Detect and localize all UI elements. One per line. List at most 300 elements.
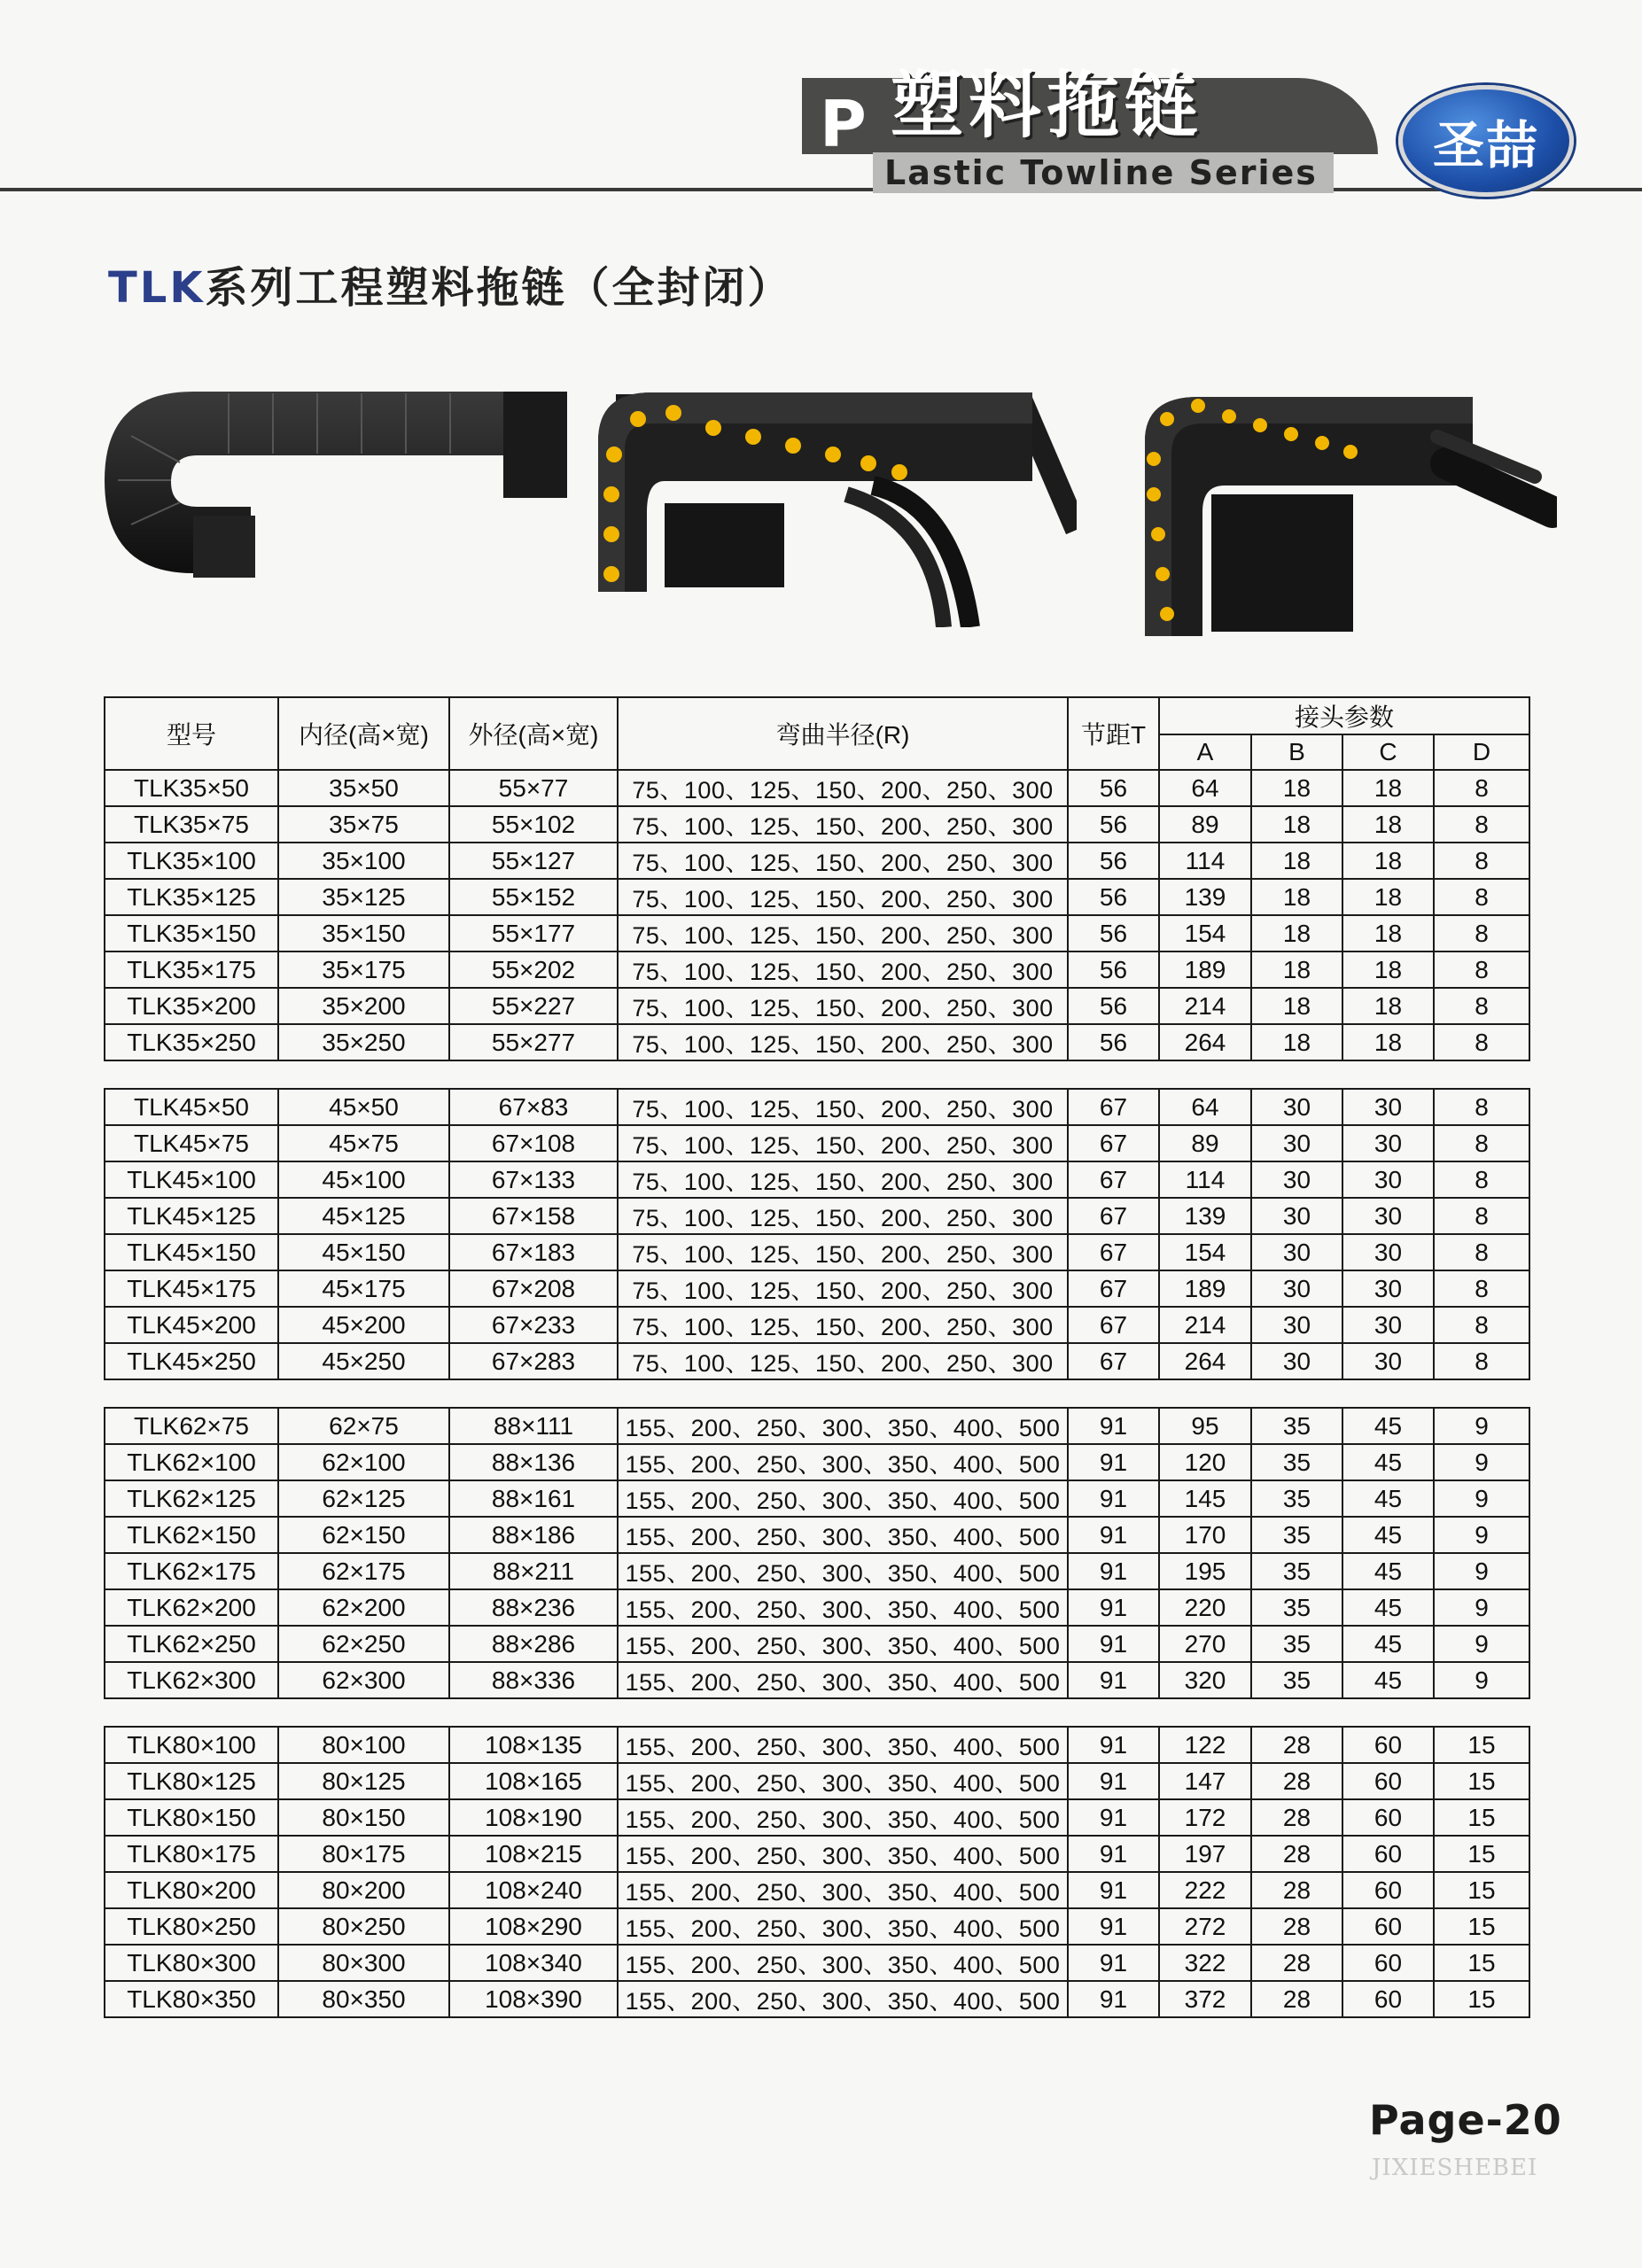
cell-outer: 55×77 bbox=[449, 770, 618, 806]
cell-inner: 35×175 bbox=[278, 951, 449, 988]
table-row bbox=[105, 1343, 1529, 1379]
cell-a: 220 bbox=[1159, 1589, 1251, 1626]
cell-pitch: 56 bbox=[1068, 770, 1159, 806]
table-row bbox=[105, 1517, 1529, 1553]
cell-b: 18 bbox=[1251, 879, 1342, 915]
cell-a: 154 bbox=[1159, 915, 1251, 951]
cell-inner: 80×200 bbox=[278, 1872, 449, 1908]
cell-c: 60 bbox=[1342, 1799, 1434, 1836]
cell-pitch: 91 bbox=[1068, 1908, 1159, 1945]
cell-a: 189 bbox=[1159, 1270, 1251, 1307]
cell-a: 195 bbox=[1159, 1553, 1251, 1589]
cell-model: TLK62×300 bbox=[105, 1662, 278, 1698]
cell-b: 30 bbox=[1251, 1307, 1342, 1343]
cell-model: TLK80×175 bbox=[105, 1836, 278, 1872]
cell-outer: 88×161 bbox=[449, 1480, 618, 1517]
cell-d: 8 bbox=[1434, 1270, 1529, 1307]
cell-b: 30 bbox=[1251, 1234, 1342, 1270]
cell-radius: 75、100、125、150、200、250、300 bbox=[618, 1125, 1068, 1161]
cell-c: 60 bbox=[1342, 1727, 1434, 1763]
cell-d: 8 bbox=[1434, 843, 1529, 879]
cell-a: 139 bbox=[1159, 879, 1251, 915]
cell-c: 18 bbox=[1342, 806, 1434, 843]
cell-inner: 45×100 bbox=[278, 1161, 449, 1198]
cell-a: 89 bbox=[1159, 806, 1251, 843]
cell-pitch: 91 bbox=[1068, 1517, 1159, 1553]
cell-model: TLK45×150 bbox=[105, 1234, 278, 1270]
cell-inner: 62×250 bbox=[278, 1626, 449, 1662]
cell-radius: 155、200、250、300、350、400、500 bbox=[618, 1480, 1068, 1517]
cell-a: 114 bbox=[1159, 843, 1251, 879]
cell-outer: 67×233 bbox=[449, 1307, 618, 1343]
group-spacer bbox=[105, 1698, 1529, 1727]
cell-c: 60 bbox=[1342, 1872, 1434, 1908]
cell-radius: 155、200、250、300、350、400、500 bbox=[618, 1727, 1068, 1763]
cell-d: 15 bbox=[1434, 1981, 1529, 2017]
cell-model: TLK62×150 bbox=[105, 1517, 278, 1553]
table-row bbox=[105, 1307, 1529, 1343]
cell-a: 120 bbox=[1159, 1444, 1251, 1480]
cell-c: 45 bbox=[1342, 1408, 1434, 1444]
cell-model: TLK80×150 bbox=[105, 1799, 278, 1836]
cell-outer: 67×208 bbox=[449, 1270, 618, 1307]
cell-a: 264 bbox=[1159, 1343, 1251, 1379]
cell-a: 272 bbox=[1159, 1908, 1251, 1945]
cell-b: 28 bbox=[1251, 1908, 1342, 1945]
cell-a: 189 bbox=[1159, 951, 1251, 988]
cell-b: 18 bbox=[1251, 770, 1342, 806]
cell-outer: 88×236 bbox=[449, 1589, 618, 1626]
cell-pitch: 67 bbox=[1068, 1161, 1159, 1198]
cell-outer: 88×286 bbox=[449, 1626, 618, 1662]
cell-model: TLK45×175 bbox=[105, 1270, 278, 1307]
cell-b: 35 bbox=[1251, 1626, 1342, 1662]
cell-pitch: 91 bbox=[1068, 1872, 1159, 1908]
cell-c: 18 bbox=[1342, 915, 1434, 951]
cell-radius: 75、100、125、150、200、250、300 bbox=[618, 1343, 1068, 1379]
cell-d: 9 bbox=[1434, 1517, 1529, 1553]
cell-radius: 75、100、125、150、200、250、300 bbox=[618, 879, 1068, 915]
cell-model: TLK80×300 bbox=[105, 1945, 278, 1981]
table-row bbox=[105, 988, 1529, 1024]
cell-d: 15 bbox=[1434, 1727, 1529, 1763]
cell-inner: 35×75 bbox=[278, 806, 449, 843]
cell-a: 320 bbox=[1159, 1662, 1251, 1698]
cell-model: TLK62×100 bbox=[105, 1444, 278, 1480]
table-row bbox=[105, 1553, 1529, 1589]
cell-model: TLK45×125 bbox=[105, 1198, 278, 1234]
cell-radius: 75、100、125、150、200、250、300 bbox=[618, 1234, 1068, 1270]
cell-pitch: 91 bbox=[1068, 1589, 1159, 1626]
cell-a: 145 bbox=[1159, 1480, 1251, 1517]
cell-inner: 62×200 bbox=[278, 1589, 449, 1626]
cell-a: 372 bbox=[1159, 1981, 1251, 2017]
cell-outer: 88×211 bbox=[449, 1553, 618, 1589]
cell-model: TLK35×50 bbox=[105, 770, 278, 806]
group-spacer-cell bbox=[105, 1698, 1529, 1727]
cell-a: 64 bbox=[1159, 1089, 1251, 1125]
cell-radius: 155、200、250、300、350、400、500 bbox=[618, 1662, 1068, 1698]
cell-pitch: 67 bbox=[1068, 1125, 1159, 1161]
cell-radius: 75、100、125、150、200、250、300 bbox=[618, 951, 1068, 988]
cell-a: 154 bbox=[1159, 1234, 1251, 1270]
cell-outer: 88×136 bbox=[449, 1444, 618, 1480]
cell-radius: 75、100、125、150、200、250、300 bbox=[618, 1307, 1068, 1343]
cell-d: 8 bbox=[1434, 879, 1529, 915]
table-row bbox=[105, 1444, 1529, 1480]
cell-radius: 155、200、250、300、350、400、500 bbox=[618, 1444, 1068, 1480]
cell-radius: 155、200、250、300、350、400、500 bbox=[618, 1589, 1068, 1626]
cell-c: 18 bbox=[1342, 951, 1434, 988]
cell-pitch: 91 bbox=[1068, 1408, 1159, 1444]
cell-d: 15 bbox=[1434, 1945, 1529, 1981]
cell-inner: 80×250 bbox=[278, 1908, 449, 1945]
cell-pitch: 67 bbox=[1068, 1270, 1159, 1307]
page-number: Page-20 bbox=[1369, 2096, 1562, 2144]
cell-model: TLK62×250 bbox=[105, 1626, 278, 1662]
group-spacer bbox=[105, 1379, 1529, 1408]
table-row bbox=[105, 1872, 1529, 1908]
cell-radius: 75、100、125、150、200、250、300 bbox=[618, 1089, 1068, 1125]
cell-b: 28 bbox=[1251, 1945, 1342, 1981]
cell-radius: 75、100、125、150、200、250、300 bbox=[618, 1270, 1068, 1307]
cell-outer: 88×336 bbox=[449, 1662, 618, 1698]
cell-radius: 75、100、125、150、200、250、300 bbox=[618, 770, 1068, 806]
cell-pitch: 67 bbox=[1068, 1089, 1159, 1125]
cell-outer: 67×83 bbox=[449, 1089, 618, 1125]
table-row bbox=[105, 1234, 1529, 1270]
header-bend-radius: 弯曲半径(R) bbox=[618, 697, 1068, 770]
table-row bbox=[105, 1198, 1529, 1234]
cell-c: 18 bbox=[1342, 770, 1434, 806]
cell-b: 35 bbox=[1251, 1662, 1342, 1698]
cell-radius: 75、100、125、150、200、250、300 bbox=[618, 1198, 1068, 1234]
cell-outer: 108×215 bbox=[449, 1836, 618, 1872]
cell-outer: 55×277 bbox=[449, 1024, 618, 1060]
header-inner-size: 内径(高×宽) bbox=[278, 697, 449, 770]
cell-inner: 45×75 bbox=[278, 1125, 449, 1161]
banner-title: 塑料拖链 bbox=[891, 64, 1203, 148]
cell-b: 30 bbox=[1251, 1125, 1342, 1161]
cell-b: 30 bbox=[1251, 1343, 1342, 1379]
cell-inner: 62×75 bbox=[278, 1408, 449, 1444]
cell-model: TLK35×75 bbox=[105, 806, 278, 843]
cell-a: 114 bbox=[1159, 1161, 1251, 1198]
cell-d: 8 bbox=[1434, 1343, 1529, 1379]
cell-inner: 45×200 bbox=[278, 1307, 449, 1343]
cell-b: 35 bbox=[1251, 1444, 1342, 1480]
cell-inner: 35×50 bbox=[278, 770, 449, 806]
cell-b: 18 bbox=[1251, 915, 1342, 951]
cell-pitch: 91 bbox=[1068, 1981, 1159, 2017]
cell-c: 30 bbox=[1342, 1234, 1434, 1270]
header-outer-size: 外径(高×宽) bbox=[449, 697, 618, 770]
cell-a: 95 bbox=[1159, 1408, 1251, 1444]
table-row bbox=[105, 1662, 1529, 1698]
cell-a: 147 bbox=[1159, 1763, 1251, 1799]
cell-outer: 55×152 bbox=[449, 879, 618, 915]
cell-outer: 55×177 bbox=[449, 915, 618, 951]
cell-pitch: 91 bbox=[1068, 1727, 1159, 1763]
header-pitch: 节距T bbox=[1068, 697, 1159, 770]
cell-b: 28 bbox=[1251, 1836, 1342, 1872]
cell-b: 35 bbox=[1251, 1553, 1342, 1589]
table-row bbox=[105, 843, 1529, 879]
cell-outer: 108×390 bbox=[449, 1981, 618, 2017]
product-photo-chain-with-cables bbox=[580, 370, 1077, 627]
group-spacer-cell bbox=[105, 1060, 1529, 1089]
cell-radius: 155、200、250、300、350、400、500 bbox=[618, 1908, 1068, 1945]
cell-b: 35 bbox=[1251, 1408, 1342, 1444]
cell-pitch: 67 bbox=[1068, 1198, 1159, 1234]
section-title-lead: TLK bbox=[108, 263, 206, 313]
cell-inner: 45×150 bbox=[278, 1234, 449, 1270]
header-a: A bbox=[1159, 734, 1251, 770]
cell-b: 18 bbox=[1251, 951, 1342, 988]
cell-b: 30 bbox=[1251, 1198, 1342, 1234]
cell-inner: 80×100 bbox=[278, 1727, 449, 1763]
cell-pitch: 56 bbox=[1068, 806, 1159, 843]
cell-pitch: 56 bbox=[1068, 988, 1159, 1024]
cell-radius: 155、200、250、300、350、400、500 bbox=[618, 1872, 1068, 1908]
cell-pitch: 91 bbox=[1068, 1444, 1159, 1480]
cell-b: 28 bbox=[1251, 1981, 1342, 2017]
cell-radius: 75、100、125、150、200、250、300 bbox=[618, 988, 1068, 1024]
cell-c: 45 bbox=[1342, 1626, 1434, 1662]
table-row bbox=[105, 1981, 1529, 2017]
cell-model: TLK80×250 bbox=[105, 1908, 278, 1945]
cell-model: TLK45×200 bbox=[105, 1307, 278, 1343]
cell-model: TLK45×100 bbox=[105, 1161, 278, 1198]
cell-inner: 35×100 bbox=[278, 843, 449, 879]
table-row bbox=[105, 1408, 1529, 1444]
cell-pitch: 56 bbox=[1068, 915, 1159, 951]
cell-radius: 155、200、250、300、350、400、500 bbox=[618, 1799, 1068, 1836]
brand-logo-text: 圣喆 bbox=[1432, 115, 1539, 175]
cell-c: 45 bbox=[1342, 1553, 1434, 1589]
cell-radius: 75、100、125、150、200、250、300 bbox=[618, 915, 1068, 951]
cell-outer: 67×108 bbox=[449, 1125, 618, 1161]
cell-c: 30 bbox=[1342, 1089, 1434, 1125]
cell-b: 28 bbox=[1251, 1799, 1342, 1836]
cell-d: 15 bbox=[1434, 1763, 1529, 1799]
cell-inner: 62×100 bbox=[278, 1444, 449, 1480]
cell-pitch: 91 bbox=[1068, 1480, 1159, 1517]
cell-a: 122 bbox=[1159, 1727, 1251, 1763]
table-row bbox=[105, 1945, 1529, 1981]
section-title bbox=[108, 257, 793, 319]
cell-inner: 62×300 bbox=[278, 1662, 449, 1698]
cell-inner: 45×125 bbox=[278, 1198, 449, 1234]
cell-radius: 155、200、250、300、350、400、500 bbox=[618, 1553, 1068, 1589]
cell-radius: 75、100、125、150、200、250、300 bbox=[618, 843, 1068, 879]
cell-model: TLK35×125 bbox=[105, 879, 278, 915]
cell-outer: 108×290 bbox=[449, 1908, 618, 1945]
cell-a: 64 bbox=[1159, 770, 1251, 806]
cell-c: 60 bbox=[1342, 1908, 1434, 1945]
table-row bbox=[105, 1836, 1529, 1872]
cell-d: 15 bbox=[1434, 1908, 1529, 1945]
cell-outer: 108×135 bbox=[449, 1727, 618, 1763]
cell-c: 60 bbox=[1342, 1836, 1434, 1872]
cell-inner: 80×300 bbox=[278, 1945, 449, 1981]
table-row bbox=[105, 1270, 1529, 1307]
cell-inner: 80×125 bbox=[278, 1763, 449, 1799]
cell-b: 35 bbox=[1251, 1517, 1342, 1553]
cell-pitch: 91 bbox=[1068, 1945, 1159, 1981]
cell-c: 18 bbox=[1342, 843, 1434, 879]
cell-outer: 67×158 bbox=[449, 1198, 618, 1234]
cell-c: 30 bbox=[1342, 1307, 1434, 1343]
cell-d: 8 bbox=[1434, 770, 1529, 806]
cell-model: TLK35×100 bbox=[105, 843, 278, 879]
cell-d: 8 bbox=[1434, 1089, 1529, 1125]
cell-a: 322 bbox=[1159, 1945, 1251, 1981]
cell-b: 28 bbox=[1251, 1763, 1342, 1799]
cell-b: 18 bbox=[1251, 806, 1342, 843]
group-spacer bbox=[105, 1060, 1529, 1089]
cell-model: TLK35×200 bbox=[105, 988, 278, 1024]
cell-outer: 67×283 bbox=[449, 1343, 618, 1379]
cell-c: 60 bbox=[1342, 1945, 1434, 1981]
cell-d: 9 bbox=[1434, 1589, 1529, 1626]
cell-outer: 55×102 bbox=[449, 806, 618, 843]
cell-d: 9 bbox=[1434, 1553, 1529, 1589]
banner-subtitle: Lastic Towline Series bbox=[884, 153, 1318, 192]
cell-a: 197 bbox=[1159, 1836, 1251, 1872]
cell-b: 18 bbox=[1251, 1024, 1342, 1060]
cell-d: 15 bbox=[1434, 1799, 1529, 1836]
cell-outer: 108×340 bbox=[449, 1945, 618, 1981]
cell-a: 214 bbox=[1159, 1307, 1251, 1343]
cell-model: TLK62×200 bbox=[105, 1589, 278, 1626]
cell-model: TLK62×175 bbox=[105, 1553, 278, 1589]
cell-pitch: 67 bbox=[1068, 1234, 1159, 1270]
cell-model: TLK62×125 bbox=[105, 1480, 278, 1517]
cell-a: 222 bbox=[1159, 1872, 1251, 1908]
cell-c: 60 bbox=[1342, 1981, 1434, 2017]
cell-radius: 75、100、125、150、200、250、300 bbox=[618, 1161, 1068, 1198]
cell-inner: 35×125 bbox=[278, 879, 449, 915]
cell-d: 8 bbox=[1434, 806, 1529, 843]
cell-c: 30 bbox=[1342, 1161, 1434, 1198]
cell-d: 9 bbox=[1434, 1626, 1529, 1662]
cell-c: 18 bbox=[1342, 988, 1434, 1024]
table-row bbox=[105, 1908, 1529, 1945]
cell-radius: 155、200、250、300、350、400、500 bbox=[618, 1763, 1068, 1799]
cell-outer: 67×183 bbox=[449, 1234, 618, 1270]
cell-pitch: 91 bbox=[1068, 1553, 1159, 1589]
cell-radius: 155、200、250、300、350、400、500 bbox=[618, 1981, 1068, 2017]
cell-outer: 55×127 bbox=[449, 843, 618, 879]
cell-c: 60 bbox=[1342, 1763, 1434, 1799]
spec-table bbox=[104, 696, 1530, 2018]
cell-a: 264 bbox=[1159, 1024, 1251, 1060]
cell-a: 172 bbox=[1159, 1799, 1251, 1836]
table-row bbox=[105, 770, 1529, 806]
table-row bbox=[105, 1089, 1529, 1125]
cell-model: TLK80×100 bbox=[105, 1727, 278, 1763]
cell-a: 270 bbox=[1159, 1626, 1251, 1662]
cell-a: 214 bbox=[1159, 988, 1251, 1024]
cell-b: 30 bbox=[1251, 1161, 1342, 1198]
cell-model: TLK62×75 bbox=[105, 1408, 278, 1444]
cell-model: TLK45×250 bbox=[105, 1343, 278, 1379]
table-row bbox=[105, 1480, 1529, 1517]
cell-radius: 155、200、250、300、350、400、500 bbox=[618, 1836, 1068, 1872]
cell-b: 18 bbox=[1251, 988, 1342, 1024]
cell-pitch: 56 bbox=[1068, 951, 1159, 988]
cell-c: 45 bbox=[1342, 1662, 1434, 1698]
cell-pitch: 67 bbox=[1068, 1343, 1159, 1379]
table-row bbox=[105, 915, 1529, 951]
cell-outer: 55×227 bbox=[449, 988, 618, 1024]
cell-model: TLK45×50 bbox=[105, 1089, 278, 1125]
table-row bbox=[105, 1799, 1529, 1836]
table-row bbox=[105, 806, 1529, 843]
table-row bbox=[105, 879, 1529, 915]
header-joint-params: 接头参数 bbox=[1159, 697, 1529, 734]
cell-pitch: 91 bbox=[1068, 1763, 1159, 1799]
cell-pitch: 67 bbox=[1068, 1307, 1159, 1343]
cell-c: 45 bbox=[1342, 1444, 1434, 1480]
cell-d: 8 bbox=[1434, 1234, 1529, 1270]
cell-model: TLK80×125 bbox=[105, 1763, 278, 1799]
cell-radius: 155、200、250、300、350、400、500 bbox=[618, 1517, 1068, 1553]
cell-outer: 67×133 bbox=[449, 1161, 618, 1198]
cell-c: 30 bbox=[1342, 1125, 1434, 1161]
cell-inner: 80×175 bbox=[278, 1836, 449, 1872]
cell-a: 170 bbox=[1159, 1517, 1251, 1553]
cell-outer: 108×190 bbox=[449, 1799, 618, 1836]
cell-d: 8 bbox=[1434, 988, 1529, 1024]
cell-outer: 108×165 bbox=[449, 1763, 618, 1799]
table-row bbox=[105, 1024, 1529, 1060]
banner-letter: P bbox=[820, 87, 867, 161]
cell-pitch: 91 bbox=[1068, 1836, 1159, 1872]
cell-b: 35 bbox=[1251, 1480, 1342, 1517]
cell-b: 35 bbox=[1251, 1589, 1342, 1626]
cell-a: 89 bbox=[1159, 1125, 1251, 1161]
spec-table-body bbox=[105, 770, 1529, 2017]
cell-inner: 62×175 bbox=[278, 1553, 449, 1589]
section-title-rest: 系列工程塑料拖链（全封闭） bbox=[205, 263, 793, 313]
cell-c: 45 bbox=[1342, 1517, 1434, 1553]
cell-model: TLK35×150 bbox=[105, 915, 278, 951]
cell-d: 8 bbox=[1434, 1307, 1529, 1343]
table-row bbox=[105, 1589, 1529, 1626]
cell-d: 9 bbox=[1434, 1444, 1529, 1480]
cell-inner: 80×350 bbox=[278, 1981, 449, 2017]
cell-c: 45 bbox=[1342, 1589, 1434, 1626]
cell-radius: 75、100、125、150、200、250、300 bbox=[618, 1024, 1068, 1060]
cell-d: 8 bbox=[1434, 1198, 1529, 1234]
cell-pitch: 91 bbox=[1068, 1799, 1159, 1836]
cell-radius: 155、200、250、300、350、400、500 bbox=[618, 1626, 1068, 1662]
cell-model: TLK80×200 bbox=[105, 1872, 278, 1908]
table-row bbox=[105, 1626, 1529, 1662]
cell-pitch: 56 bbox=[1068, 1024, 1159, 1060]
cell-c: 30 bbox=[1342, 1198, 1434, 1234]
cell-inner: 45×250 bbox=[278, 1343, 449, 1379]
cell-b: 30 bbox=[1251, 1270, 1342, 1307]
cell-inner: 62×150 bbox=[278, 1517, 449, 1553]
cell-pitch: 56 bbox=[1068, 879, 1159, 915]
table-row bbox=[105, 1763, 1529, 1799]
cell-c: 45 bbox=[1342, 1480, 1434, 1517]
cell-pitch: 91 bbox=[1068, 1662, 1159, 1698]
cell-inner: 35×250 bbox=[278, 1024, 449, 1060]
